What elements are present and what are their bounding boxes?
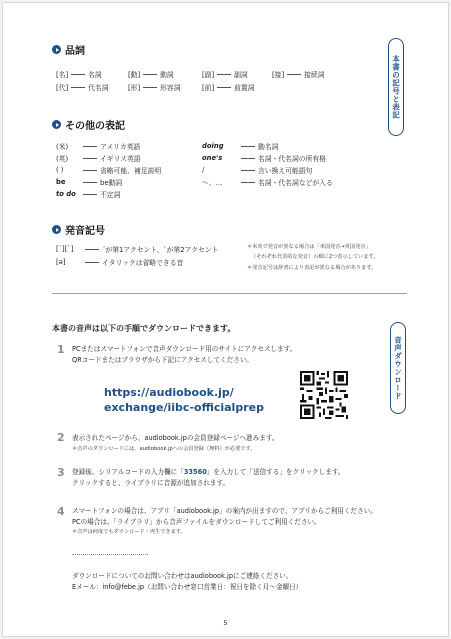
- legend-entry: [202, 82, 255, 92]
- legend-tag: be: [56, 178, 66, 186]
- section-divider: [52, 293, 407, 294]
- legend-entry: [272, 69, 325, 79]
- legend-tag: [動]: [128, 71, 141, 79]
- legend-label: 言い換え可能語句: [258, 167, 313, 175]
- legend-entry: [56, 177, 122, 187]
- contact-info: [72, 571, 302, 592]
- step-number: 3: [57, 466, 65, 479]
- qr-code[interactable]: [298, 369, 350, 421]
- legend-tag: /: [202, 166, 205, 174]
- contact-email-line: Eメール：info@febe.jp（お問い合わせ窓口営業日：祝日を除く月〜金曜日）: [72, 582, 303, 591]
- url-line[interactable]: https://audiobook.jp/: [104, 386, 234, 399]
- legend-entry: [128, 69, 174, 79]
- legend-entry: [56, 257, 183, 267]
- contact-line: ダウンロードについてのお問い合わせはaudiobook.jpにご連絡ください。: [72, 572, 293, 580]
- legend-tag: doing: [202, 142, 224, 150]
- legend-entry: [56, 189, 120, 199]
- legend-label: 名詞: [88, 71, 102, 79]
- legend-label: 動詞: [160, 71, 174, 79]
- step-note: ＊音声は何度でもダウンロード・再生できます。: [72, 529, 186, 535]
- legend-entry: [128, 82, 181, 92]
- page-number: 5: [223, 619, 228, 627]
- pron-note: （それぞれ代表的な発音）の順に2つ表示しています。: [251, 254, 379, 260]
- section-bullet-icon: [52, 45, 61, 54]
- pron-note: ＊発音記号は辞書により表記が異なる場合があります。: [247, 265, 377, 271]
- legend-entry: [202, 153, 326, 163]
- side-label-notation: 本書の記号と表記: [388, 38, 404, 136]
- legend-label: 動名詞: [258, 143, 279, 151]
- step-number: 1: [57, 343, 65, 356]
- legend-entry: [202, 69, 248, 79]
- step-line: スマートフォンの場合は、アプリ「audiobook.jp」の案内が出ますので、アプリからご利用ください。: [72, 507, 377, 515]
- section-heading-other: [52, 117, 125, 132]
- legend-label: アメリカ英語: [100, 143, 141, 151]
- legend-entry: [56, 244, 218, 254]
- step-line: クリックすると、ライブラリに音源が追加されます。: [72, 478, 230, 487]
- legend-label: ˊが第1アクセント、ˋが第2アクセント: [102, 246, 219, 254]
- document-page: [2, 2, 449, 637]
- section-bullet-icon: [52, 120, 61, 129]
- section-bullet-icon: [52, 225, 61, 234]
- step-line: 表示されたページから、audiobook.jpの会員登録ページへ進みます。: [72, 434, 279, 442]
- legend-tag: [ˊ][ˋ]: [56, 245, 74, 253]
- legend-label: be動詞: [100, 179, 123, 187]
- legend-tag: [形]: [128, 84, 141, 92]
- legend-tag: to do: [56, 190, 76, 198]
- dotted-separator: [72, 554, 148, 555]
- legend-label: 名詞・代名詞などが入る: [258, 179, 333, 187]
- legend-entry: [56, 165, 161, 175]
- legend-label: 不定詞: [100, 191, 121, 199]
- step-line: PCの場合は、「ライブラリ」から音声ファイルをダウンロードしてご利用ください。: [72, 517, 321, 526]
- legend-label: 副詞: [234, 71, 248, 79]
- legend-entry: [56, 153, 141, 163]
- legend-label: 名詞・代名詞の所有格: [258, 155, 326, 163]
- step-2-text: [72, 433, 279, 454]
- step-1-text: [72, 344, 296, 365]
- step-note: ＊音声のダウンロードには、audiobook.jpへの会員登録（無料）が必要です。: [72, 445, 256, 452]
- step-line: PCまたはスマートフォンで音声ダウンロード用のサイトにアクセスします。: [72, 345, 297, 353]
- section-heading-hinshi: [52, 42, 85, 57]
- legend-label: 形容詞: [160, 84, 181, 92]
- url-line[interactable]: exchange/iibc-officialprep: [104, 401, 264, 414]
- legend-label: イギリス英語: [100, 155, 141, 163]
- serial-code: 33560: [183, 468, 207, 476]
- legend-tag: (英): [56, 155, 69, 163]
- section-title: 発音記号: [65, 226, 105, 237]
- legend-tag: 〜、…: [202, 179, 223, 187]
- legend-tag: [接]: [272, 71, 285, 79]
- section-title: 品詞: [65, 46, 85, 57]
- legend-tag: [代]: [56, 84, 69, 92]
- step-line: 」を入力して「送信する」をクリックします。: [206, 468, 345, 476]
- legend-tag: ( ): [56, 166, 64, 174]
- legend-label: 前置詞: [234, 84, 255, 92]
- step-4-text: [72, 506, 377, 538]
- download-url[interactable]: [104, 385, 264, 415]
- section-heading-pron: [52, 222, 105, 237]
- step-3-text: [72, 467, 344, 488]
- legend-entry: [202, 141, 278, 151]
- side-label-audio-download: 音声ダウンロード: [390, 322, 406, 414]
- legend-tag: one's: [202, 154, 223, 162]
- legend-entry: [202, 177, 333, 187]
- step-line: QRコードまたはブラウザから下記にアクセスしてください。: [72, 355, 254, 364]
- section-title: その他の表記: [65, 121, 125, 132]
- legend-entry: [56, 69, 102, 79]
- legend-entry: [56, 82, 109, 92]
- legend-tag: (米): [56, 143, 69, 151]
- legend-entry: [202, 165, 312, 175]
- legend-tag: [ə]: [56, 258, 66, 266]
- legend-label: イタリックは省略できる音: [102, 259, 184, 267]
- legend-tag: [副]: [202, 71, 215, 79]
- download-title: 本書の音声は以下の手順でダウンロードできます。: [52, 324, 236, 333]
- legend-label: 省略可能、補足説明: [100, 167, 162, 175]
- legend-entry: [56, 141, 140, 151]
- pron-note: ＊米英で発音が異なる場合は「米国発音→英国発音」: [247, 244, 371, 250]
- legend-tag: [名]: [56, 71, 69, 79]
- step-number: 2: [57, 431, 65, 444]
- step-number: 4: [57, 505, 65, 518]
- legend-tag: [前]: [202, 84, 215, 92]
- step-line: 登録後、シリアルコードの入力欄に「: [72, 468, 184, 476]
- legend-label: 代名詞: [88, 84, 109, 92]
- legend-label: 接続詞: [304, 71, 325, 79]
